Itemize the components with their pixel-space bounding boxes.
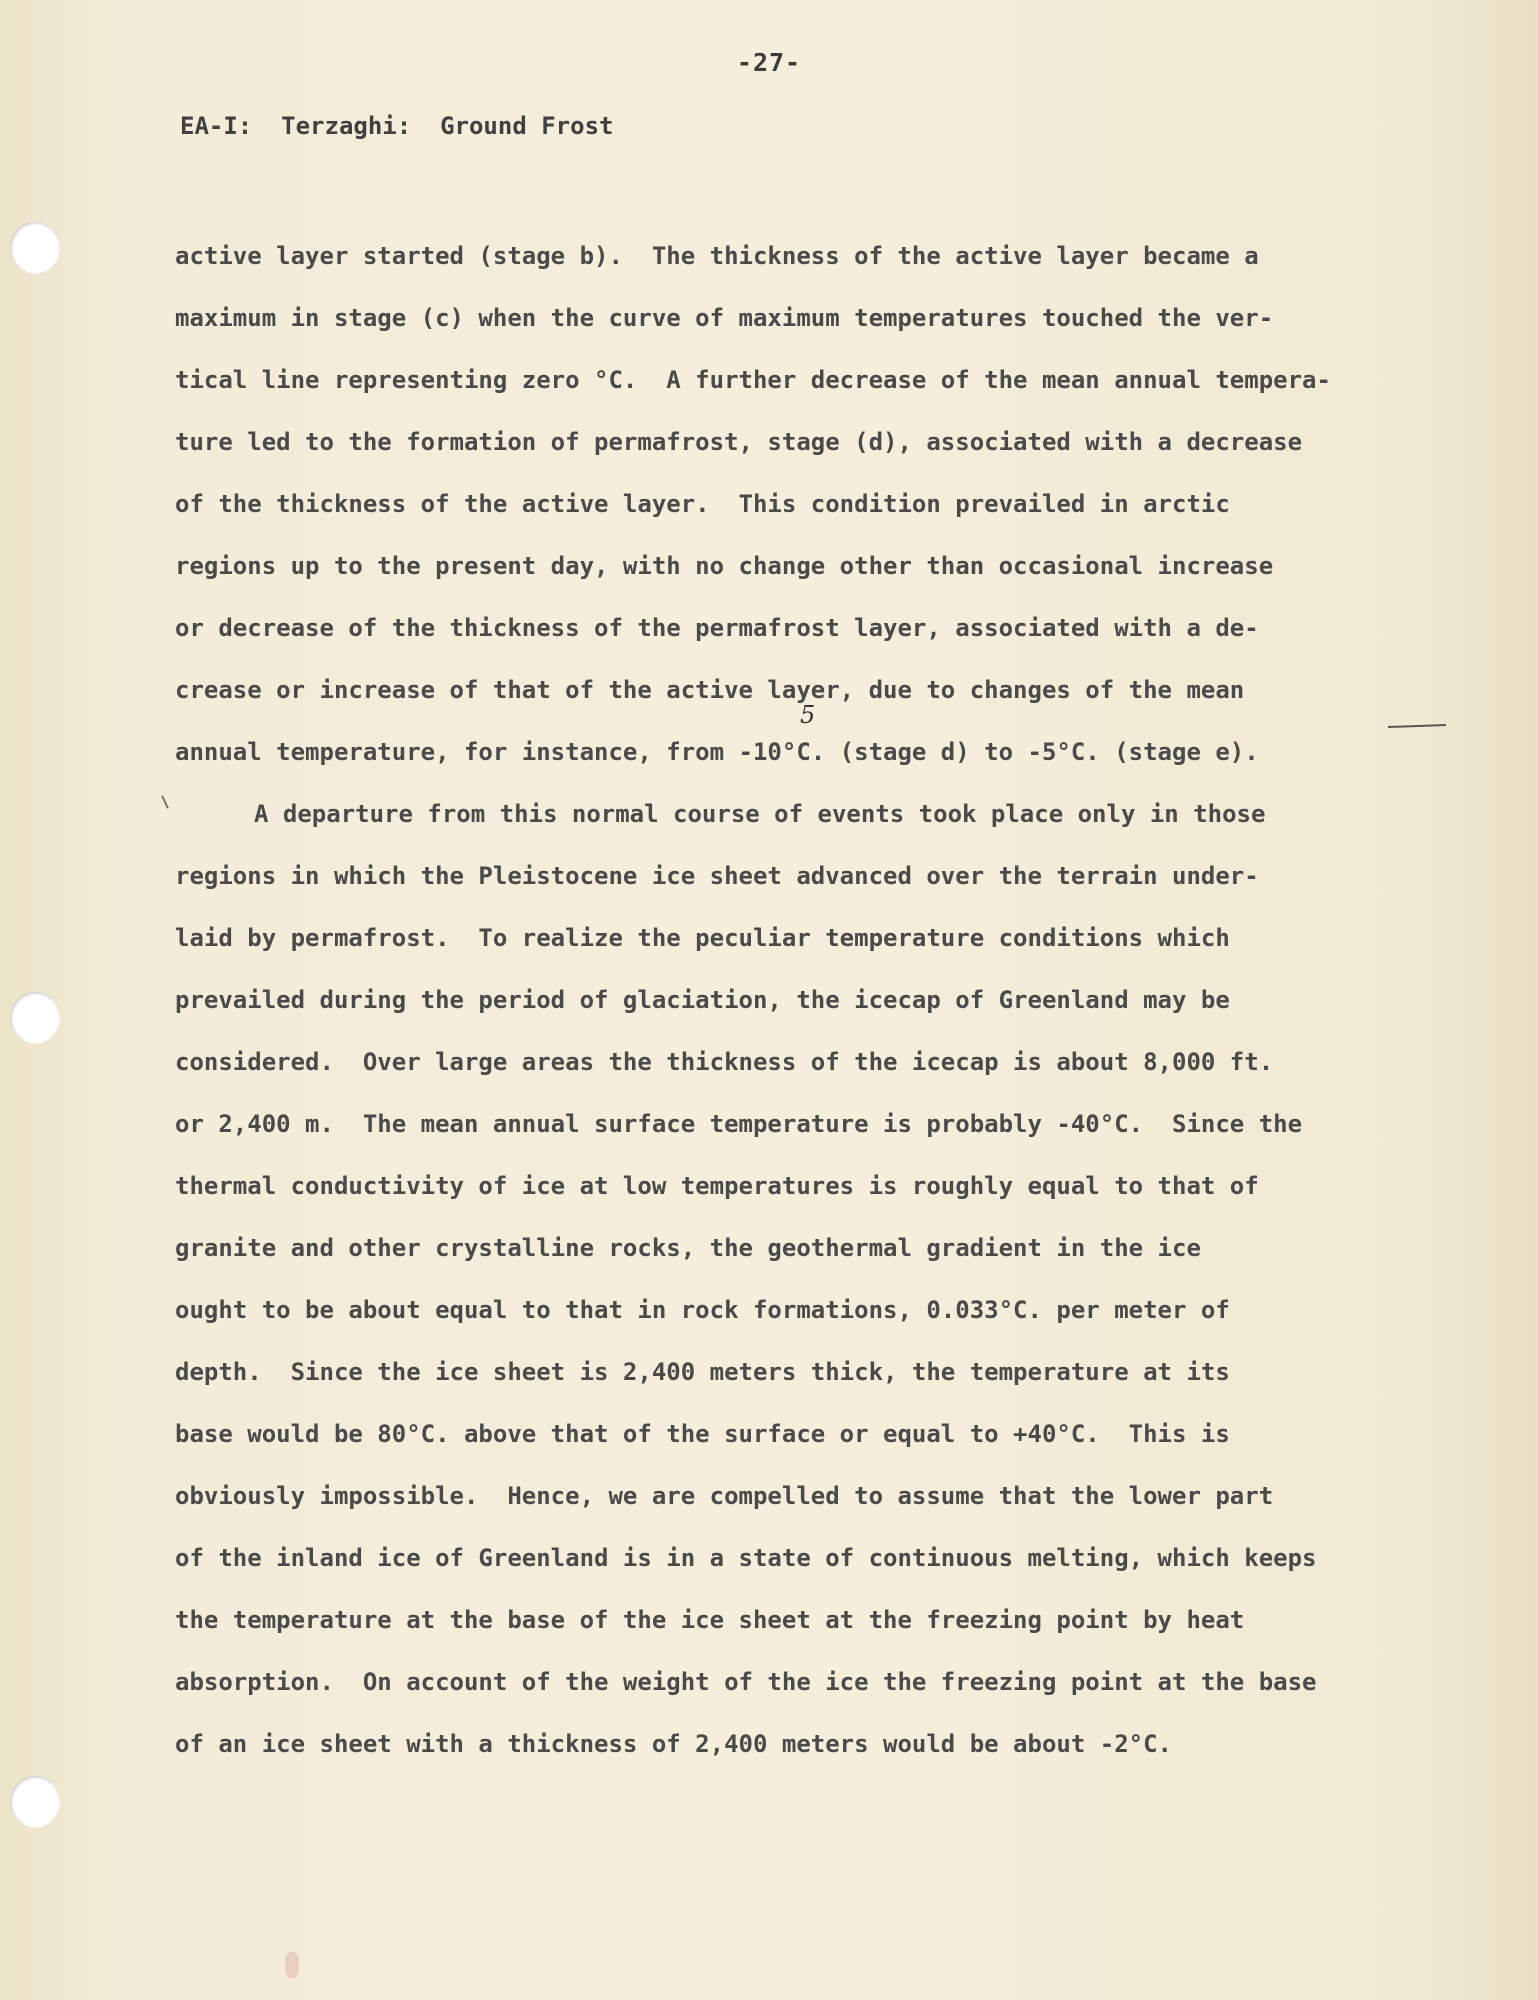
text-line: of the thickness of the active layer. This condition prevailed in arctic	[175, 490, 1230, 518]
text-line: or decrease of the thickness of the permafrost layer, associated with a de-	[175, 614, 1259, 642]
text-line: crease or increase of that of the active layer, due to changes of the mean	[175, 676, 1245, 704]
text-line: A departure from this normal course of events took place only in those	[254, 800, 1266, 828]
text-line: maximum in stage (c) when the curve of maximum temperatures touched the ver-	[175, 304, 1274, 332]
binder-hole	[10, 222, 60, 274]
text-line: considered. Over large areas the thickness of the icecap is about 8,000 ft.	[175, 1048, 1274, 1076]
text-line: prevailed during the period of glaciation, the icecap of Greenland may be	[175, 986, 1230, 1014]
paper-smudge	[285, 1952, 299, 1978]
text-line: tical line representing zero °C. A further decrease of the mean annual tempera-	[175, 366, 1331, 394]
binder-hole	[10, 992, 60, 1044]
text-line: thermal conductivity of ice at low temperatures is roughly equal to that of	[175, 1172, 1259, 1200]
text-line: of an ice sheet with a thickness of 2,400 meters would be about -2°C.	[175, 1730, 1172, 1758]
text-line: regions up to the present day, with no change other than occasional increase	[175, 552, 1274, 580]
text-line: laid by permafrost. To realize the peculiar temperature conditions which	[175, 924, 1230, 952]
margin-tick-mark	[161, 795, 169, 809]
text-line: the temperature at the base of the ice sheet at the freezing point by heat	[175, 1606, 1245, 1634]
text-line: ought to be about equal to that in rock formations, 0.033°C. per meter of	[175, 1296, 1230, 1324]
margin-pencil-mark	[1388, 724, 1446, 728]
text-line: or 2,400 m. The mean annual surface temperature is probably -40°C. Since the	[175, 1110, 1303, 1138]
text-line: regions in which the Pleistocene ice sheet advanced over the terrain under-	[175, 862, 1259, 890]
text-line: obviously impossible. Hence, we are compelled to assume that the lower part	[175, 1482, 1274, 1510]
text-line: depth. Since the ice sheet is 2,400 meters thick, the temperature at its	[175, 1358, 1230, 1386]
page-number: -27-	[736, 48, 802, 77]
handwritten-correction: 5	[800, 701, 816, 729]
text-line: absorption. On account of the weight of the ice the freezing point at the base	[175, 1668, 1317, 1696]
binder-hole	[10, 1776, 60, 1828]
text-line: base would be 80°C. above that of the surface or equal to +40°C. This is	[175, 1420, 1230, 1448]
text-line: ture led to the formation of permafrost, stage (d), associated with a decrease	[175, 428, 1303, 456]
text-line: active layer started (stage b). The thickness of the active layer became a	[175, 242, 1259, 270]
text-line: of the inland ice of Greenland is in a state of continuous melting, which keeps	[175, 1544, 1317, 1572]
text-line: annual temperature, for instance, from -10°C. (stage d) to -5°C. (stage e).	[175, 738, 1259, 766]
running-header: EA-I: Terzaghi: Ground Frost	[180, 112, 614, 140]
text-line: granite and other crystalline rocks, the geothermal gradient in the ice	[175, 1234, 1201, 1262]
